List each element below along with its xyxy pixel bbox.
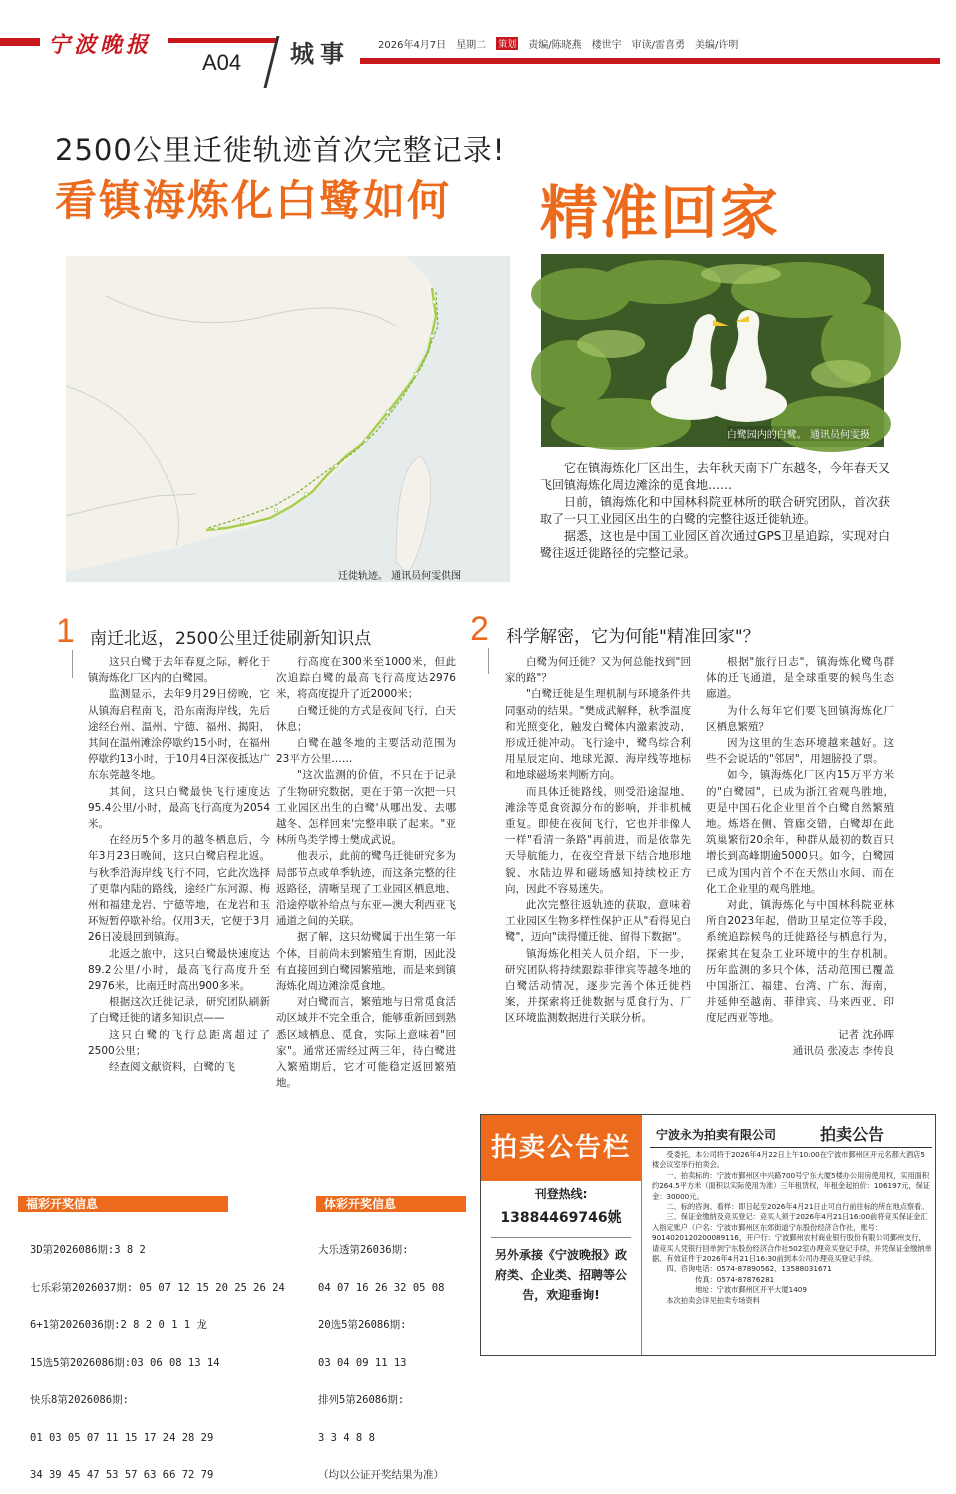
body-paragraph: 因为这里的生态环境越来越好。这些不会说话的"邻居"，用翅膀投了票。 [706,737,894,766]
migration-map [66,256,510,582]
masthead-meta [378,36,738,51]
body-paragraph: 根据"旅行日志"，镇海炼化鹭鸟群体的迁飞通道，是全球重要的候鸟生态廊道。 [706,656,894,701]
auction-divider [641,1115,642,1355]
body-paragraph: 经查阅文献资料，白鹭的飞 [109,1061,235,1074]
masthead-divider [264,36,280,88]
auction-title: 拍卖公告 [820,1125,885,1144]
body-paragraph: 而具体迁徙路线，则受沿途湿地、滩涂等觅食资源分布的影响，并非机械重复。即使在夜间飞行，它也并非像人一样"看清一条路"再前进，而是依靠先天导航能力，在夜空背景下结合地形地貌、水陆边界和磁场感知持续校正方向，因此不容易迷失。 [505,785,691,895]
section2-rule [488,648,489,674]
hotline-number: 13884469746姚 [500,1210,622,1226]
auction-paragraph: 三、保证金缴纳及竞买登记：竞买人须于2026年4月21日16:00前将竞买保证金汇入指定账户（户名：宁波市鄞州区东郊街道宁东股份经济合作社，账号：9014020120200089116，开户行：宁波鄞州农村商业银行股份有限公司鄞州支行，请竞买人凭银行回单到宁东股份经济合作社502室办理竞买登记手续，并凭保证金缴纳单据、有效证件于2026年4月21日16:30前到本公司办理竞买登记手续。 [652,1212,932,1264]
auction-extra-text: 另外承接《宁波晚报》政府类、企业类、招聘等公告，欢迎垂询! [494,1248,627,1302]
migration-map-graphic [66,256,510,582]
masthead-red-bar-top [168,38,278,43]
body-paragraph: 白鹭为何迁徙？又为何总能找到"回家的路"？ [505,656,691,685]
byline-correspondents: 通讯员 张凌志 李传良 [792,1044,894,1057]
byline-reporter: 记者 沈孙晖 [838,1028,894,1041]
article-headline-part2: 精准回家 [540,179,781,247]
designer-credit: 美编/许明 [694,40,739,51]
auction-banner: 拍卖公告栏 [481,1115,641,1181]
section2-column2 [706,654,894,1094]
fucai-line: 01 03 05 07 11 15 17 24 28 29 [30,1431,214,1444]
auction-paragraph: 本次拍卖会详见拍卖专场资料 [666,1295,760,1305]
ticai-line: 03 04 09 11 13 [318,1356,407,1369]
body-paragraph: 此次完整往返轨迹的获取，意味着工业园区生物多样性保护正从"看得见白鹭"，迈向"读得懂迁徙、留得下数据"。 [505,899,691,944]
fucai-line: 15选5第2026086期:03 06 08 13 14 [30,1356,220,1369]
body-paragraph: 在经历5个多月的越冬栖息后，今年3月23日晚间，这只白鹭启程北返。与秋季沿海岸线飞行不同，它此次选择了更靠内陆的路线，途经广东河源、梅州和福建龙岩、宁德等地，在龙岩和玉环短暂停歇补给。仅用3天，它便于3月26日凌晨回到镇海。 [88,834,270,944]
body-paragraph: 根据这次迁徙记录，研究团队刷新了白鹭迁徙的诸多知识点—— [88,996,270,1025]
auction-paragraph: 传真：0574-87876281 [695,1274,775,1284]
section1-column1 [88,654,270,1154]
body-paragraph: "这次监测的价值，不只在于记录了生物研究数据，更在于第一次把一只工业园区出生的白鹭'从哪出发、去哪越冬、怎样回来'完整串联了起来。"亚林所鸟类学博士樊成武说。 [276,769,456,847]
editor-credit: 责编/陈晓燕 [528,40,582,51]
auction-paragraph: 一、拍卖标的：宁波市鄞州区中兴路700号宁东大厦5楼办公用房使用权，实用面积约264.5平方米（面积以实际使用为准）三年租赁权，年租金起拍价：106197元，保证金：30000元。 [652,1170,931,1201]
auction-paragraph: 受委托，本公司将于2026年4月22日上午10:00在宁波市鄞州区开元名都大酒店5楼会议室举行拍卖会。 [652,1150,925,1170]
ticai-header: 体彩开奖信息 [316,1196,466,1212]
issue-weekday: 星期二 [456,40,487,51]
ticai-line: （均以公证开奖结果为准） [318,1469,444,1481]
egret-photo-graphic [541,254,884,447]
fucai-line: 6+1第2026036期:2 8 2 0 1 1 龙 [30,1319,207,1331]
section1-column2 [276,654,456,1154]
body-paragraph: 白鹭在越冬地的主要活动范围为23平方公里…… [276,737,456,766]
auction-title-rule [650,1147,932,1148]
auction-paragraph: 二、标的咨询、看样：即日起至2026年4月21日止可自行前往标的所在地点察看。 [666,1202,929,1212]
section1-rule [72,650,73,678]
body-paragraph: 北返之旅中，这只白鹭最快速度达89.2公里/小时，最高飞行高度升至2976米，比南迁时高出900多米。 [88,947,270,993]
masthead [0,28,956,88]
issue-date: 2026年4月7日 [378,40,447,51]
body-paragraph: 他表示，此前的鹭鸟迁徙研究多为局部节点或单季轨迹，而这条完整的往返路径，清晰呈现了工业园区栖息地、沿途停歇补给点与东亚—澳大利西亚飞通道之间的关联。 [276,850,456,928]
body-paragraph: "白鹭迁徙是生理机制与环境条件共同驱动的结果。"樊成武解释，秋季温度和光照变化，触发白鹭体内激素波动，形成迁徙冲动。飞行途中，鹭鸟综合利用星辰定向、地球光源、海岸线等地标和地球磁场来判断方向。 [505,688,691,782]
body-paragraph: 镇海炼化相关人员介绍，下一步，研究团队将持续跟踪菲律宾等越冬地的白鹭活动情况，逐步完善个体迁徙档案，并探索将迁徙数据与觅食行为、厂区环境监测数据进行关联分析。 [505,947,691,1025]
fucai-header: 福彩开奖信息 [18,1196,228,1212]
body-paragraph: 白鹭迁徙的方式是夜间飞行，白天休息； [276,704,456,733]
section2-column1 [505,654,691,1094]
ticai-line: 大乐透第26036期: [318,1244,409,1256]
fucai-results [30,1219,285,1494]
ticai-line: 20选5第26086期: [318,1319,407,1331]
body-paragraph: 对此，镇海炼化与中国林科院亚林所自2023年起，借助卫星定位等手段，系统追踪候鸟的迁徙路径与栖息行为，探索其在复杂工业环境中的生存机制。历年监测的多只个体，活动范围已覆盖中国浙江、福建、台湾、广东、海南，并延伸至越南、菲律宾、马来西亚、印度尼西亚等地。 [706,899,894,1025]
ticai-line: 排列5第26086期: [318,1394,405,1406]
body-paragraph: 这只白鹭的飞行总距离超过了2500公里； [88,1028,270,1057]
auction-company: 宁波永为拍卖有限公司 [656,1128,777,1142]
auction-paragraph: 四、咨询电话：0574-87890562、13588031671 [666,1264,832,1274]
reviewer-credit: 审读/雷喜勇 [631,40,685,51]
body-paragraph: 其间，这只白鹭最快飞行速度达95.4公里/小时，最高飞行高度为2054米。 [88,785,270,831]
section2-number: 2 [470,610,489,648]
ticai-results [318,1219,444,1494]
section1-title: 南迁北返，2500公里迁徙刷新知识点 [90,629,372,649]
hotline-label: 刊登热线: [534,1187,588,1201]
ticai-line: 04 07 16 26 32 05 08 [318,1281,445,1294]
body-paragraph: 对白鹭而言，繁殖地与日常觅食活动区域并不完全重合，能够重新回到熟悉区域栖息、觅食，实际上意味着"回家"。通常还需经过两三年，待白鹭进入繁殖期后，它才可能稳定返回繁殖地。 [276,996,456,1090]
fucai-line: 3D第2026086期:3 8 2 [30,1244,146,1256]
egret-photo [541,254,884,447]
auction-column [481,1115,641,1355]
masthead-red-bar-right [360,58,940,64]
ticai-line: 3 3 4 8 8 [318,1431,375,1444]
section2-title: 科学解密，它为何能"精准回家"？ [506,627,760,647]
body-paragraph: 行高度在300米至1000米，但此次追踪白鹭的最高飞行高度达2976米，将高度提升了近2000米； [276,656,456,701]
body-paragraph: 据了解，这只幼鹭属于出生第一年个体，目前尚未到繁殖生育期，因此没有直接回到白鹭园繁殖地，而是来到镇海炼化周边滩涂觅食地。 [276,931,456,993]
auction-notice-text [652,1150,932,1352]
article-subtitle: 2500公里迁徙轨迹首次完整记录! [55,133,506,167]
section1-number: 1 [56,612,75,650]
body-paragraph: 监测显示，去年9月29日傍晚，它从镇海启程南飞，沿东南海岸线，先后途经台州、温州、宁德、福州、揭阳，其间在温州滩涂停歇约15小时，在福州停歇约13小时，于10月4日深夜抵达广东东莞越冬地。 [88,688,270,782]
page-number: A04 [202,50,242,75]
auction-separator [491,1237,631,1238]
fucai-line: 快乐8第2026086期: [30,1394,129,1406]
body-paragraph: 这只白鹭于去年春夏之际，孵化于镇海炼化厂区内的白鹭园。 [88,656,270,685]
masthead-red-bar [0,38,40,46]
lead-paragraph: 日前，镇海炼化和中国林科院亚林所的联合研究团队，首次获取了一只工业园区出生的白鹭的完整往返迁徙轨迹。 [540,495,890,526]
fucai-line: 七乐彩第2026037期: 05 07 12 15 20 25 26 24 [30,1281,285,1294]
fucai-line: 34 39 45 47 53 57 63 66 72 79 [30,1469,214,1481]
planning-tag: 策划 [496,37,518,50]
map-caption: 迁徙轨迹。 通讯员何雯供图 [338,571,462,582]
lead-paragraph: 据悉，这也是中国工业园区首次通过GPS卫星追踪，实现对白鹭往返迁徙路径的完整记录。 [540,529,890,560]
section-name: 城事 [290,40,350,68]
newspaper-logo: 宁波晚报 [48,32,153,58]
auction-paragraph: 地址：宁波市鄞州区开平大厦1409 [695,1285,807,1295]
body-paragraph: 为什么每年它们要飞回镇海炼化厂区栖息繁殖？ [706,704,894,733]
body-paragraph: 如今，镇海炼化厂区内15万平方米的"白鹭园"，已成为浙江省观鸟胜地，更是中国石化企业里首个白鹭自然繁殖地。炼塔在侧、管廊交错，白鹭却在此筑巢繁衍20余年，种群从最初的数百只增长到高峰期逾5000只。如今，白鹭园已成为国内首个不在天然山水间、而在化工企业里的观鸟胜地。 [706,769,894,895]
article-headline-part1: 看镇海炼化白鹭如何 [55,176,452,225]
lead-paragraph: 它在镇海炼化厂区出生，去年秋天南下广东越冬，今年春天又飞回镇海炼化周边滩涂的觅食地…… [540,461,890,492]
article-lead [540,460,890,586]
photo-caption: 白鹭园内的白鹭。 通讯员何雯摄 [727,426,870,441]
editor2-credit: 楼世宇 [591,40,622,51]
